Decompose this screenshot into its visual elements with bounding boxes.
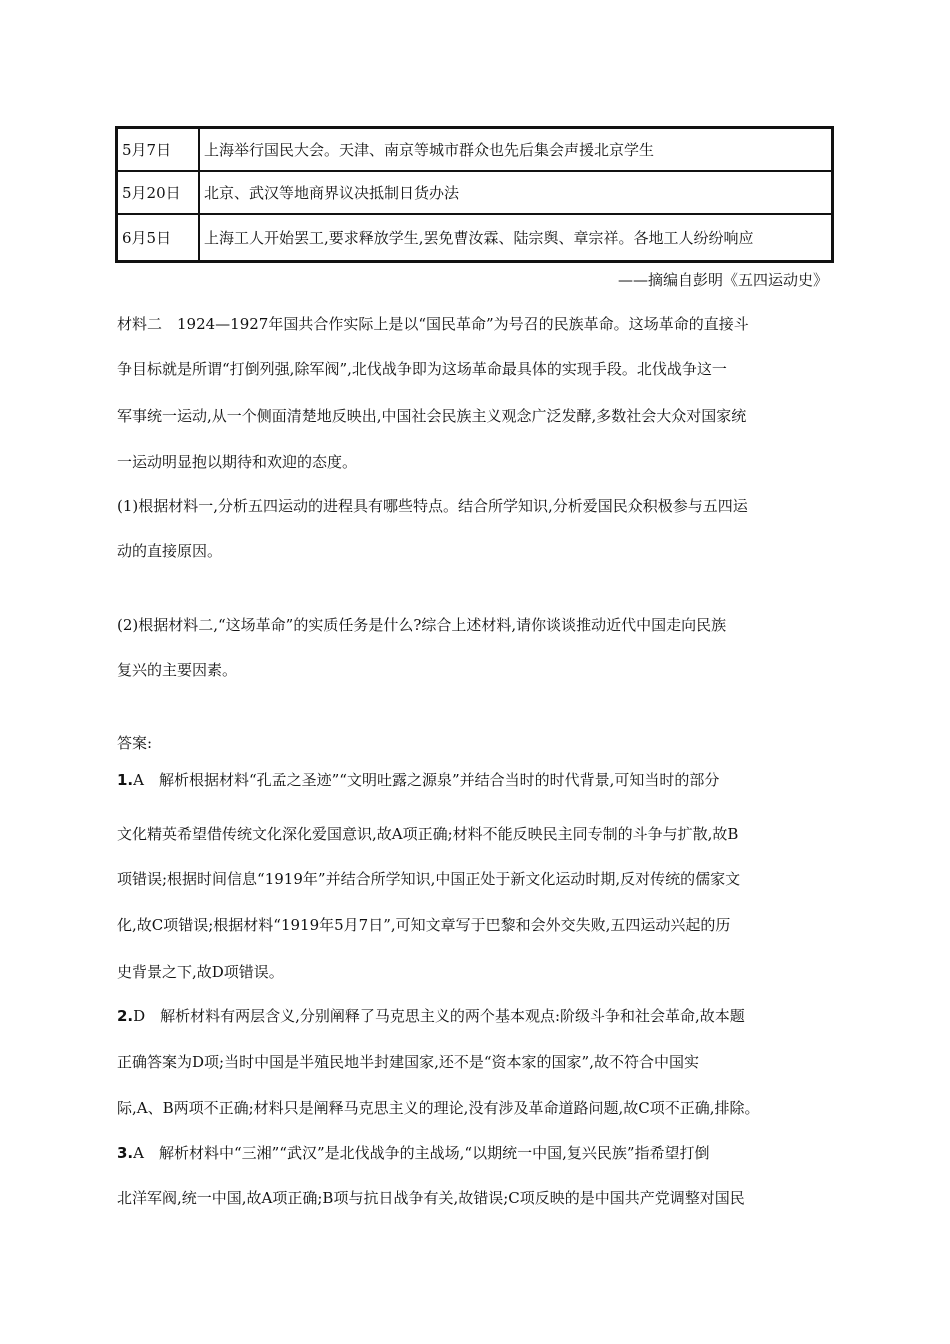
question-2-line: 复兴的主要因素。 — [117, 661, 238, 679]
answer-number: 3. — [117, 1144, 134, 1162]
answer-1-line: 文化精英希望借传统文化深化爱国意识,故A项正确;材料不能反映民主同专制的斗争与扩散,故B — [117, 825, 739, 843]
answer-text: D 解析材料有两层含义,分别阐释了马克思主义的两个基本观点:阶级斗争和社会革命,故本题 — [133, 1007, 745, 1025]
answer-1-line: 化,故C项错误;根据材料“1919年5月7日”,可知文章写于巴黎和会外交失败,五四运动兴起的历 — [117, 916, 731, 934]
answer-3-line — [117, 1146, 710, 1161]
answer-number: 1. — [117, 771, 134, 789]
answer-1-line: 史背景之下,故D项错误。 — [117, 963, 284, 981]
answer-2-line: 际,A、B两项不正确;材料只是阐释马克思主义的理论,没有涉及革命道路问题,故C项不正确,排除。 — [117, 1099, 760, 1117]
material2-line: 材料二 1924—1927年国共合作实际上是以“国民革命”为号召的民族革命。这场革命的直接斗 — [117, 315, 749, 333]
question-1-line: 动的直接原因。 — [117, 542, 223, 560]
events-table — [115, 126, 834, 263]
answer-1-line — [117, 773, 719, 788]
event-date: 5月7日 — [117, 128, 200, 172]
event-description: 北京、武汉等地商界议决抵制日货办法 — [199, 171, 833, 214]
question-2-line: (2)根据材料二,“这场革命”的实质任务是什么?综合上述材料,请你谈谈推动近代中国走向民族 — [117, 616, 727, 634]
answer-number: 2. — [117, 1007, 134, 1025]
answer-2-line: 正确答案为D项;当时中国是半殖民地半封建国家,还不是“资本家的国家”,故不符合中国实 — [117, 1053, 699, 1071]
material2-line: 争目标就是所谓“打倒列强,除军阀”,北伐战争即为这场革命最具体的实现手段。北伐战争这一 — [117, 360, 727, 378]
event-date: 5月20日 — [117, 171, 200, 214]
answer-3-line: 北洋军阀,统一中国,故A项正确;B项与抗日战争有关,故错误;C项反映的是中国共产党调整对国民 — [117, 1189, 745, 1207]
event-date: 6月5日 — [117, 214, 200, 262]
answers-heading: 答案: — [117, 734, 153, 752]
answer-2-line — [117, 1009, 745, 1024]
table-row — [117, 214, 833, 262]
event-description: 上海工人开始罢工,要求释放学生,罢免曹汝霖、陆宗舆、章宗祥。各地工人纷纷响应 — [199, 214, 833, 262]
event-description: 上海举行国民大会。天津、南京等城市群众也先后集会声援北京学生 — [199, 128, 833, 172]
table-row — [117, 171, 833, 214]
answer-1-line: 项错误;根据时间信息“1919年”并结合所学知识,中国正处于新文化运动时期,反对传统的儒家文 — [117, 870, 741, 888]
material2-line: 一运动明显抱以期待和欢迎的态度。 — [117, 453, 358, 471]
question-1-line: (1)根据材料一,分析五四运动的进程具有哪些特点。结合所学知识,分析爱国民众积极参与五四运 — [117, 497, 748, 515]
table-row — [117, 128, 833, 172]
table-source-citation: ——摘编自彭明《五四运动史》 — [617, 271, 828, 289]
answer-text: A 解析材料中“三湘”“武汉”是北伐战争的主战场,“以期统一中国,复兴民族”指希望打倒 — [133, 1144, 710, 1162]
answer-text: A 解析根据材料“孔孟之圣迹”“文明吐露之源泉”并结合当时的时代背景,可知当时的部分 — [133, 771, 720, 789]
material2-line: 军事统一运动,从一个侧面清楚地反映出,中国社会民族主义观念广泛发酵,多数社会大众对国家统 — [117, 407, 747, 425]
